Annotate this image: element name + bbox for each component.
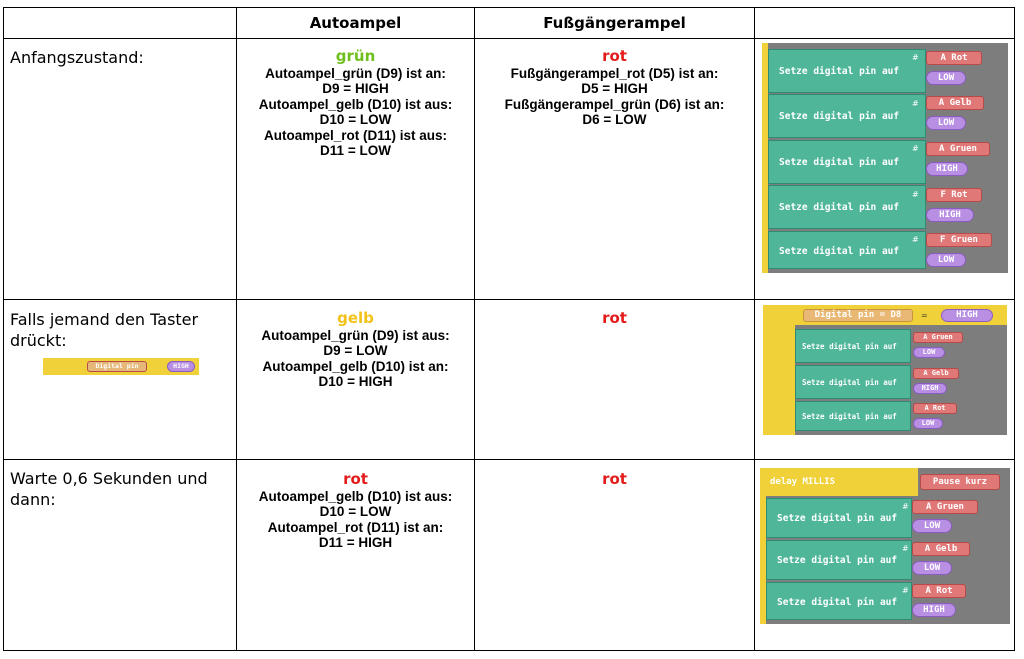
row-label-line: Anfangszustand: xyxy=(10,48,144,67)
state-value: LOW xyxy=(912,519,952,533)
cell-line: Autoampel_gelb (D10) ist an: xyxy=(262,358,449,374)
delay-label: delay MILLIS xyxy=(770,477,836,487)
set-pin-block: Setze digital pin auf xyxy=(766,498,912,538)
header-fussgaengerampel: Fußgängerampel xyxy=(543,14,686,32)
cell-line: Autoampel_grün (D9) ist an: xyxy=(265,65,446,81)
cell-line: D11 = HIGH xyxy=(318,535,393,550)
cell-line: Fußgängerampel_rot (D5) ist an: xyxy=(510,65,719,81)
row-label-line: drückt: xyxy=(10,331,67,350)
cell-line: Autoampel_rot (D11) ist aus: xyxy=(263,127,448,143)
if-block-thumbnail: Digital pin HIGH xyxy=(43,358,199,375)
cell-line: Fußgängerampel_grün (D6) ist an: xyxy=(504,96,725,112)
set-pin-block: Setze digital pin auf xyxy=(795,401,911,431)
pin-value: F Gruen xyxy=(926,233,992,247)
fuss-state: rot xyxy=(602,470,627,488)
cell-line: D9 = HIGH xyxy=(322,81,389,96)
table-divider xyxy=(3,459,1015,460)
pin-value: A Gelb xyxy=(926,96,984,110)
set-pin-block: Setze digital pin auf xyxy=(766,582,912,620)
set-pin-block: Setze digital pin auf xyxy=(768,185,926,229)
auto-cell xyxy=(237,311,474,390)
delay-value: Pause kurz xyxy=(920,474,1000,490)
auto-state: grün xyxy=(335,47,376,65)
table-border-left xyxy=(3,7,4,651)
set-pin-block: Setze digital pin auf xyxy=(795,329,911,363)
state-value: LOW xyxy=(926,116,966,130)
pin-value: A Rot xyxy=(926,51,982,65)
set-pin-block: Setze digital pin auf xyxy=(795,365,911,399)
pin-value: A Gruen xyxy=(926,142,990,156)
auto-cell xyxy=(237,49,474,159)
fuss-cell xyxy=(475,472,754,489)
table-border-bottom xyxy=(3,650,1015,651)
state-value: LOW xyxy=(926,253,966,267)
state-value: HIGH xyxy=(912,603,956,617)
auto-state: rot xyxy=(343,470,368,488)
row-label-line: Warte 0,6 Sekunden und xyxy=(10,469,208,488)
pin-value: F Rot xyxy=(926,188,982,202)
table-divider xyxy=(3,299,1015,300)
table-divider xyxy=(754,7,755,651)
blocks-wait-then: delay MILLIS Pause kurz Setze digital pin auf # A Gruen LOW Setze digital pin auf # A Gelb LOW Setze digital pin auf # A Rot HIGH xyxy=(760,468,1010,624)
row-label-line: Falls jemand den Taster xyxy=(10,310,199,329)
state-value: LOW xyxy=(913,347,945,358)
fuss-cell xyxy=(475,311,754,328)
header-autoampel: Autoampel xyxy=(309,14,402,32)
pin-value: A Gruen xyxy=(912,500,978,514)
cell-line: Autoampel_gelb (D10) ist aus: xyxy=(258,488,453,504)
row-label xyxy=(10,468,208,510)
row-label xyxy=(10,309,198,351)
table-border-top xyxy=(3,7,1015,8)
if-value: HIGH xyxy=(941,309,993,322)
cell-line: Autoampel_gelb (D10) ist aus: xyxy=(258,96,453,112)
blocks-initial-state: Setze digital pin auf # A Rot LOW Setze digital pin auf # A Gelb LOW Setze digital pin auf # A Gruen HIGH Setze digital pin auf # F Rot HIGH Setze digital pin auf # F Gruen LOW xyxy=(762,43,1008,273)
table-border-right xyxy=(1014,7,1015,651)
set-pin-block: Setze digital pin auf xyxy=(768,94,926,138)
state-value: LOW xyxy=(926,71,966,85)
cell-line: Autoampel_rot (D11) ist an: xyxy=(267,519,444,535)
state-value: LOW xyxy=(912,561,952,575)
pin-value: A Rot xyxy=(913,403,957,414)
cell-line: D9 = LOW xyxy=(323,343,388,358)
state-value: HIGH xyxy=(913,383,947,394)
pin-value: A Gelb xyxy=(912,542,970,556)
cell-line: D6 = LOW xyxy=(582,112,647,127)
cell-line: D10 = LOW xyxy=(319,112,392,127)
cell-line: D11 = LOW xyxy=(320,143,391,158)
table-divider xyxy=(3,38,1015,39)
fuss-state: rot xyxy=(602,309,627,327)
pin-value: A Gelb xyxy=(913,368,959,379)
auto-cell xyxy=(237,472,474,551)
state-value: HIGH xyxy=(926,208,974,222)
blocks-button-pressed: Digital pin = D8 = HIGH Setze digital pin auf A Gruen LOW Setze digital pin auf A Gelb HIGH Setze digital pin auf A Rot LOW xyxy=(763,305,1007,435)
set-pin-block: Setze digital pin auf xyxy=(768,140,926,184)
cell-line: D10 = LOW xyxy=(319,504,392,519)
auto-state: gelb xyxy=(337,309,374,327)
set-pin-block: Setze digital pin auf xyxy=(768,49,926,93)
cell-line: D10 = HIGH xyxy=(318,374,393,389)
state-value: LOW xyxy=(913,418,943,429)
cell-line: Autoampel_grün (D9) ist aus: xyxy=(261,327,450,343)
fuss-cell xyxy=(475,49,754,128)
if-condition: Digital pin = D8 xyxy=(803,309,913,322)
row-label-line: dann: xyxy=(10,490,56,509)
pin-value: A Rot xyxy=(912,584,966,598)
pin-value: A Gruen xyxy=(913,332,963,343)
set-pin-block: Setze digital pin auf xyxy=(768,231,926,269)
state-value: HIGH xyxy=(926,162,968,176)
fuss-state: rot xyxy=(602,47,627,65)
cell-line: D5 = HIGH xyxy=(581,81,648,96)
set-pin-block: Setze digital pin auf xyxy=(766,540,912,580)
row-label xyxy=(10,47,144,68)
